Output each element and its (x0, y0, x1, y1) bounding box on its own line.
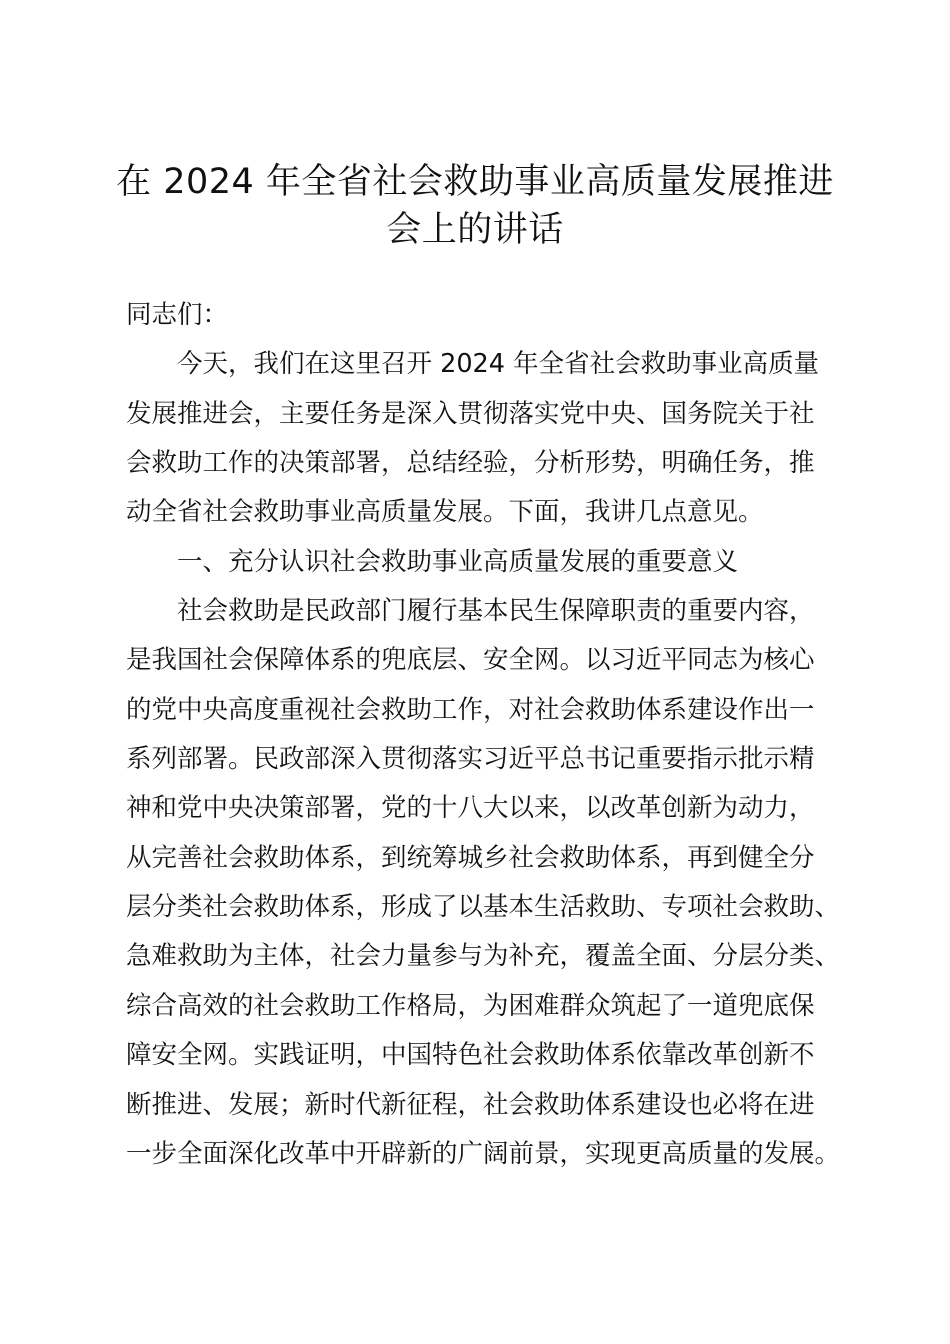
paragraph-line: 今天，我们在这里召开 2024 年全省社会救助事业高质量 (177, 349, 820, 380)
paragraph-line: 社会救助是民政部门履行基本民生保障职责的重要内容， (177, 596, 815, 627)
paragraph-line: 从完善社会救助体系，到统筹城乡社会救助体系，再到健全分 (126, 842, 815, 873)
paragraph-line: 综合高效的社会救助工作格局，为困难群众筑起了一道兜底保 (126, 990, 815, 1021)
paragraph-line: 是我国社会保障体系的兜底层、安全网。以习近平同志为核心 (126, 645, 815, 676)
paragraph-line: 系列部署。民政部深入贯彻落实习近平总书记重要指示批示精 (126, 744, 815, 775)
paragraph-line: 会救助工作的决策部署，总结经验，分析形势，明确任务，推 (126, 448, 815, 479)
paragraph-line: 障安全网。实践证明，中国特色社会救助体系依靠改革创新不 (126, 1040, 815, 1071)
paragraph-line: 的党中央高度重视社会救助工作，对社会救助体系建设作出一 (126, 694, 815, 725)
paragraph-line: 神和党中央决策部署，党的十八大以来，以改革创新为动力， (126, 793, 815, 824)
paragraph-line: 层分类社会救助体系，形成了以基本生活救助、专项社会救助、 (126, 892, 841, 923)
document-body (126, 291, 852, 1179)
salutation: 同志们： (126, 300, 229, 330)
paragraph-intro (126, 340, 852, 537)
section-heading-text: 一、充分认识社会救助事业高质量发展的重要意义 (177, 546, 739, 577)
paragraph-social-assistance (126, 587, 852, 1179)
title-line-2: 会上的讲话 (386, 210, 564, 250)
paragraph-line: 急难救助为主体，社会力量参与为补充，覆盖全面、分层分类、 (126, 941, 841, 972)
document-title (110, 158, 840, 254)
paragraph-line: 动全省社会救助事业高质量发展。下面，我讲几点意见。 (126, 497, 764, 528)
paragraph-line: 断推进、发展；新时代新征程，社会救助体系建设也必将在进 (126, 1089, 815, 1120)
paragraph-line: 一步全面深化改革中开辟新的广阔前景，实现更高质量的发展。 (126, 1138, 841, 1169)
paragraph-line: 发展推进会，主要任务是深入贯彻落实党中央、国务院关于社 (126, 398, 815, 429)
section-heading-1 (126, 538, 852, 587)
title-line-1: 在 2024 年全省社会救助事业高质量发展推进 (116, 162, 834, 202)
